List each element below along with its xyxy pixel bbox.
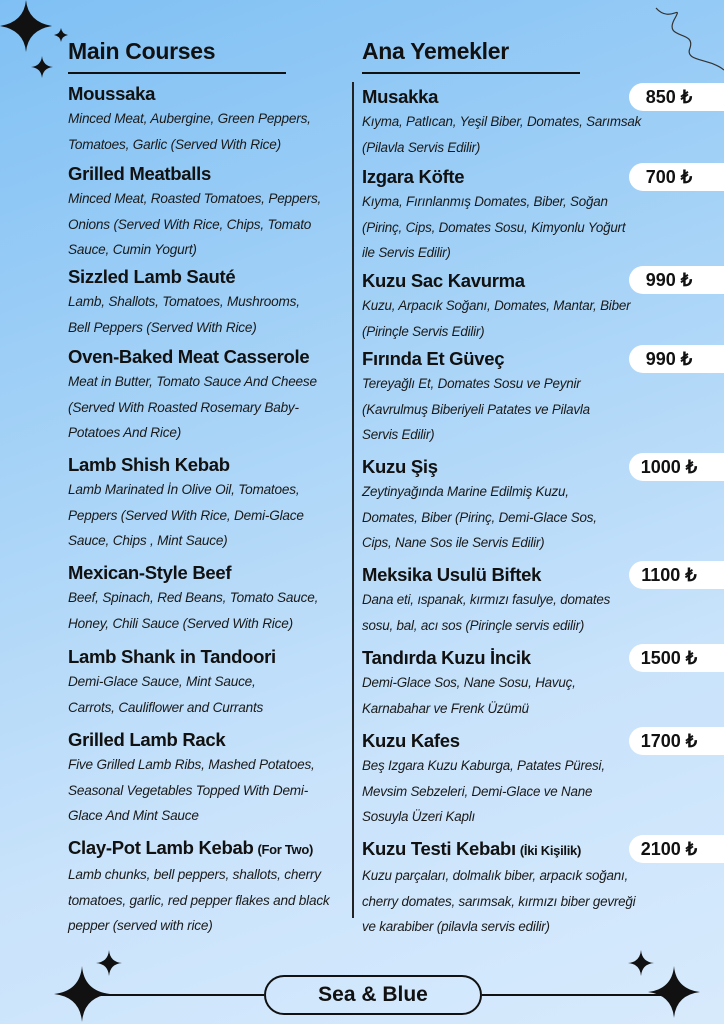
price-tag [629,83,724,111]
menu-item-description: Five Grilled Lamb Ribs, Mashed Potatoes, Seasonal Vegetables Topped With Demi-Glace And Mint Sauce [68,757,315,823]
sparkle-icon [628,950,654,976]
menu-item-name [362,646,662,669]
menu-item-title: Kuzu Testi Kebabı [362,838,516,859]
price-tag [629,561,724,589]
menu-item-name [362,85,662,108]
column-divider [352,82,354,918]
menu-item-name [68,162,338,185]
menu-item-description: Minced Meat, Aubergine, Green Peppers, Tomatoes, Garlic (Served With Rice) [68,111,311,152]
menu-item-title: Clay-Pot Lamb Kebab [68,837,254,858]
menu-item [68,162,338,263]
menu-item-name [68,645,338,668]
menu-item-description: Zeytinyağında Marine Edilmiş Kuzu, Domates, Biber (Pirinç, Demi-Glace Sos, Cips, Nane Sos ile Servis Edilir) [362,484,597,550]
serving-note: (İki Kişilik) [519,843,582,858]
menu-item [362,729,662,830]
menu-item [362,85,662,160]
menu-item-name [68,345,338,368]
menu-item-description: Demi-Glace Sauce, Mint Sauce, Carrots, Cauliflower and Currants [68,674,264,715]
menu-item-name [68,82,338,105]
menu-item-title: Kuzu Kafes [362,730,460,751]
menu-item-description: Meat in Butter, Tomato Sauce And Cheese (Served With Roasted Rosemary Baby-Potatoes And Rice) [68,374,317,440]
price-value: 850 ₺ [645,87,693,107]
menu-item [362,837,662,940]
menu-item-title: Tandırda Kuzu İncik [362,647,531,668]
menu-item-title: Moussaka [68,83,156,104]
menu-item [362,646,662,721]
menu-item [68,645,338,720]
menu-item [68,728,338,829]
menu-item-title: Lamb Shish Kebab [68,454,230,475]
squiggle-icon [650,0,724,78]
menu-item-name [362,563,662,586]
menu-item-description: Beef, Spinach, Red Beans, Tomato Sauce, Honey, Chili Sauce (Served With Rice) [68,590,319,631]
menu-item [68,82,338,157]
price-value: 1100 ₺ [641,565,697,585]
menu-item [68,265,338,340]
heading-rule [68,72,286,74]
price-tag [629,453,724,481]
menu-item-description: Kuzu parçaları, dolmalık biber, arpacık soğanı, cherry domates, sarımsak, kırmızı biber gevreği ve karabiber (pilavla servis edilir) [362,868,636,934]
price-value: 1000 ₺ [640,457,698,477]
menu-item-name [68,561,338,584]
brand-badge: Sea & Blue [264,975,482,1015]
menu-item-name [362,347,662,370]
menu-item [362,563,662,638]
price-value: 700 ₺ [645,167,693,187]
menu-item-title: Oven-Baked Meat Casserole [68,346,310,367]
sparkle-icon [648,966,700,1018]
menu-item-name [362,837,662,862]
menu-item-description: Lamb Marinated İn Olive Oil, Tomatoes, Peppers (Served With Rice, Demi-Glace Sauce, Chips , Mint Sauce) [68,482,304,548]
menu-item-name [68,728,338,751]
menu-item-description: Kuzu, Arpacık Soğanı, Domates, Mantar, Biber (Pirinçle Servis Edilir) [362,298,631,339]
menu-item [68,345,338,446]
menu-item-description: Beş Izgara Kuzu Kaburga, Patates Püresi, Mevsim Sebzeleri, Demi-Glace ve Nane Sosuyla Üzeri Kaplı [362,758,605,824]
menu-item [362,455,662,556]
menu-item [68,561,338,636]
price-tag [629,345,724,373]
section-heading-english: Main Courses [68,38,216,64]
sparkle-icon [31,56,53,78]
menu-item [68,453,338,554]
sparkle-icon [54,28,68,42]
price-value: 990 ₺ [645,270,693,290]
menu-item [68,836,338,939]
menu-item-name [362,269,662,292]
price-value: 1500 ₺ [640,648,698,668]
menu-item-description: Lamb, Shallots, Tomatoes, Mushrooms, Bell Peppers (Served With Rice) [68,294,300,335]
menu-item-description: Kıyma, Fırınlanmış Domates, Biber, Soğan (Pirinç, Cips, Domates Sosu, Kimyonlu Yoğurt ile Servis Edilir) [362,194,626,260]
price-value: 990 ₺ [645,349,693,369]
menu-item-title: Grilled Lamb Rack [68,729,226,750]
menu-item-title: Musakka [362,86,439,107]
section-heading-turkish: Ana Yemekler [362,38,509,64]
menu-item-title: Kuzu Şiş [362,456,438,477]
menu-item [362,165,662,266]
price-tag [629,266,724,294]
price-tag [629,727,724,755]
price-tag [629,644,724,672]
menu-item-title: Mexican-Style Beef [68,562,232,583]
sparkle-icon [96,950,122,976]
price-tag [629,835,724,863]
menu-item-title: Fırında Et Güveç [362,348,505,369]
menu-item [362,347,662,448]
menu-item-description: Demi-Glace Sos, Nane Sosu, Havuç, Karnabahar ve Frenk Üzümü [362,675,576,716]
menu-item-title: Sizzled Lamb Sauté [68,266,236,287]
menu-item-title: Kuzu Sac Kavurma [362,270,525,291]
menu-item-title: Grilled Meatballs [68,163,211,184]
menu-item-name [362,455,662,478]
footer-rule [482,994,674,996]
menu-item-title: Izgara Köfte [362,166,465,187]
heading-rule [362,72,580,74]
menu-item-description: Dana eti, ıspanak, kırmızı fasulye, domates sosu, bal, acı sos (Pirinçle servis edilir) [362,592,611,633]
price-value: 1700 ₺ [640,731,698,751]
price-value: 2100 ₺ [640,839,698,859]
menu-item-description: Minced Meat, Roasted Tomatoes, Peppers, Onions (Served With Rice, Chips, Tomato Sauce, Cumin Yogurt) [68,191,322,257]
serving-note: (For Two) [257,842,314,857]
price-tag [629,163,724,191]
sparkle-icon [0,0,52,52]
menu-item-description: Tereyağlı Et, Domates Sosu ve Peynir (Kavrulmuş Biberiyeli Patates ve Pilavla Servis Edilir) [362,376,590,442]
menu-item-description: Lamb chunks, bell peppers, shallots, cherry tomatoes, garlic, red pepper flakes and black pepper (served with rice) [68,867,330,933]
menu-item-name [362,729,662,752]
menu-item-title: Meksika Usulü Biftek [362,564,542,585]
menu-item-name [68,836,338,861]
menu-item-name [68,453,338,476]
menu-item [362,269,662,344]
menu-item-title: Lamb Shank in Tandoori [68,646,276,667]
menu-item-name [362,165,662,188]
menu-item-name [68,265,338,288]
menu-item-description: Kıyma, Patlıcan, Yeşil Biber, Domates, Sarımsak (Pilavla Servis Edilir) [362,114,642,155]
